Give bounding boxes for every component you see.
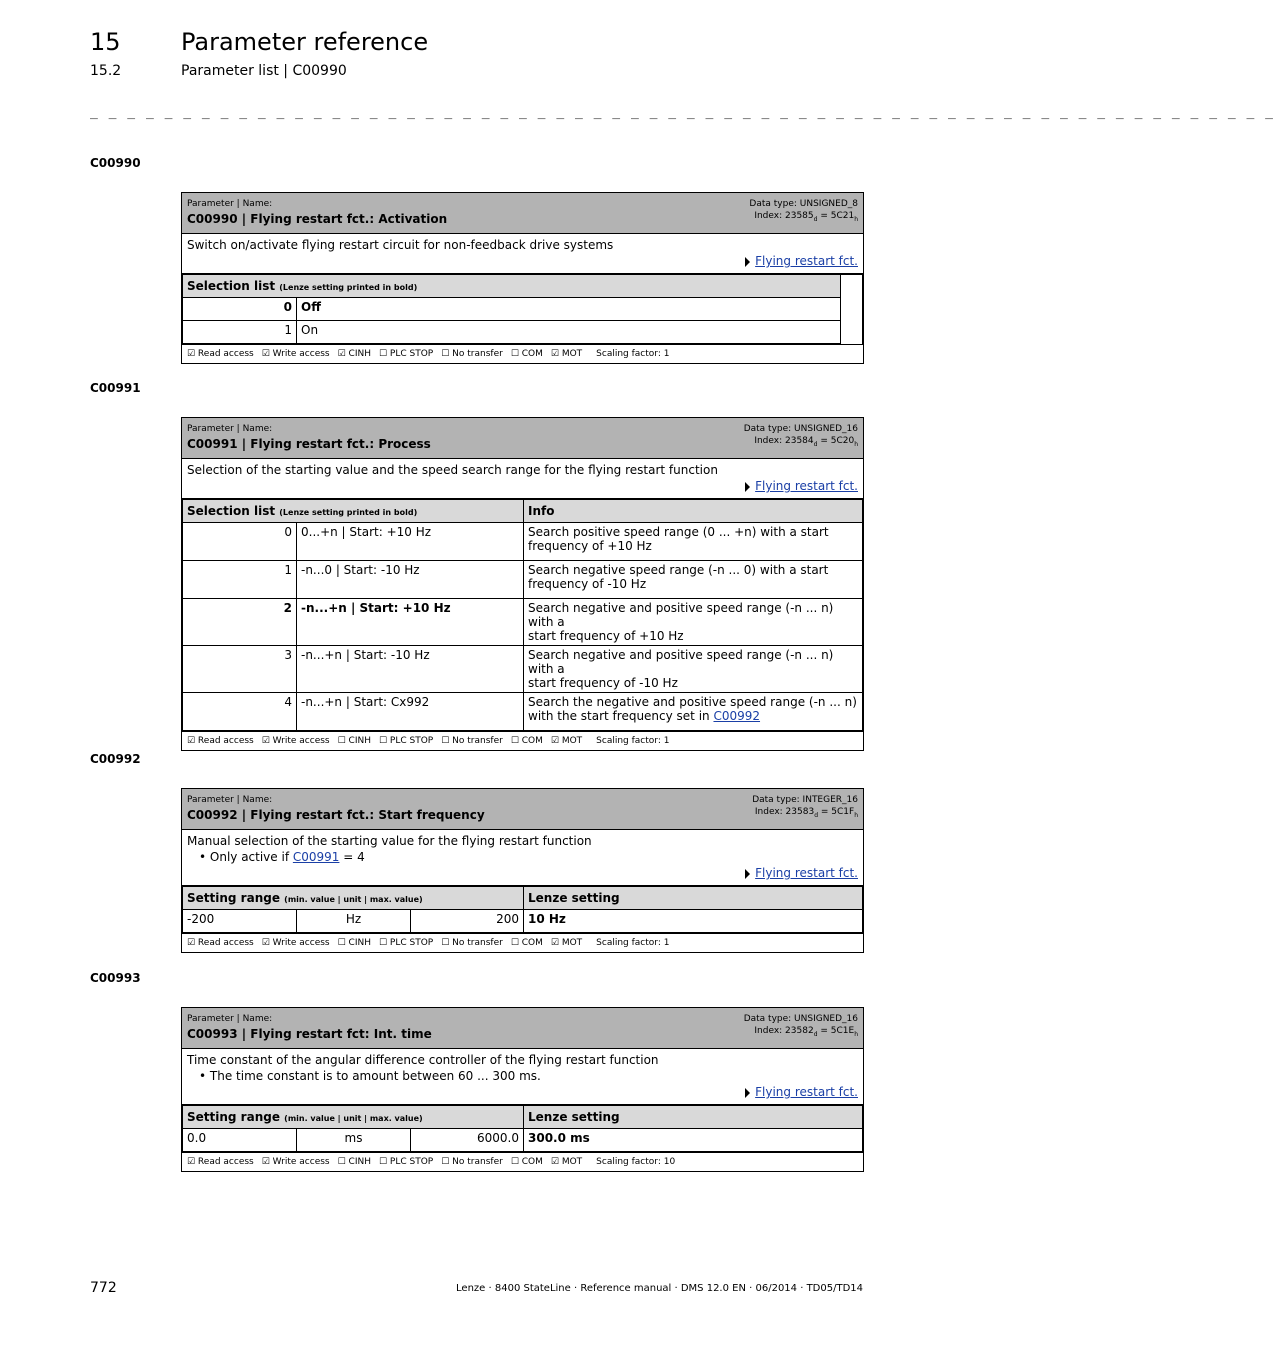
param-heading-c00992: C00992 xyxy=(90,752,141,766)
lenze-setting-header: Lenze setting xyxy=(524,1106,863,1129)
dashed-divider: _ _ _ _ _ _ _ _ _ _ _ _ _ _ _ _ _ _ _ _ _ _ _ _ _ _ _ _ _ _ _ _ _ _ _ _ _ _ _ _ _ _ _ _ _ _ _ _ _ _ _ _ _ _ _ _ _ _ _ _ _ _ _ _ xyxy=(90,105,1275,120)
arrow-right-icon xyxy=(745,257,750,267)
selection-table xyxy=(182,499,863,731)
lenze-setting-value: 10 Hz xyxy=(524,910,863,933)
lenze-setting-header: Lenze setting xyxy=(524,887,863,910)
param-name: C00992 | Flying restart fct.: Start frequency xyxy=(187,808,485,822)
option-number: 4 xyxy=(183,693,297,731)
option-info: Search the negative and positive speed range (-n ... n) with the start frequency set in C00992 xyxy=(524,693,863,731)
access-footer: ☑ Read access ☑ Write access ☐ CINH ☐ PLC STOP ☐ No transfer ☐ COM ☑ MOT Scaling factor: 10 xyxy=(182,1152,863,1171)
c00992-link[interactable]: C00992 xyxy=(713,709,761,723)
option-label: On xyxy=(297,321,841,344)
option-info: Search negative speed range (-n ... 0) with a start frequency of -10 Hz xyxy=(524,561,863,599)
option-label: -n...+n | Start: Cx992 xyxy=(297,693,524,731)
unit: Hz xyxy=(297,910,411,933)
param-index: Index: $23584_d = 5C20_h$ xyxy=(754,436,858,448)
flying-restart-link[interactable]: Flying restart fct. xyxy=(755,254,858,268)
param-name: C00991 | Flying restart fct.: Process xyxy=(187,437,431,451)
option-number: 1 xyxy=(183,561,297,599)
access-footer: ☑ Read access ☑ Write access ☑ CINH ☐ PLC STOP ☐ No transfer ☐ COM ☑ MOT Scaling factor: 1 xyxy=(182,344,863,363)
setting-range-header: Setting range (min. value | unit | max. value) xyxy=(183,887,524,910)
max-value: 6000.0 xyxy=(411,1129,524,1152)
option-info: Search negative and positive speed range (-n ... n) with a start frequency of -10 Hz xyxy=(524,646,863,693)
selection-list-header: Selection list (Lenze setting printed in bold) xyxy=(183,275,841,298)
param-table-c00993 xyxy=(181,1007,864,1172)
description-text: Switch on/activate flying restart circuit for non-feedback drive systems xyxy=(187,238,614,252)
param-description xyxy=(182,234,863,274)
flying-restart-link[interactable]: Flying restart fct. xyxy=(755,866,858,880)
option-number: 2 xyxy=(183,599,297,646)
selection-table xyxy=(182,274,863,344)
param-description xyxy=(182,1049,863,1105)
chapter-title: Parameter reference xyxy=(181,28,429,56)
param-table-c00991 xyxy=(181,417,864,751)
c00991-link[interactable]: C00991 xyxy=(292,850,340,864)
description-text: Selection of the starting value and the speed search range for the flying restart function xyxy=(187,463,718,477)
option-label: 0...+n | Start: +10 Hz xyxy=(297,523,524,561)
flying-restart-link[interactable]: Flying restart fct. xyxy=(755,1085,858,1099)
param-heading-c00990: C00990 xyxy=(90,156,141,170)
option-label: -n...0 | Start: -10 Hz xyxy=(297,561,524,599)
chapter-number: 15 xyxy=(90,28,121,56)
document-footer: Lenze · 8400 StateLine · Reference manual · DMS 12.0 EN · 06/2014 · TD05/TD14 xyxy=(456,1283,863,1294)
param-header xyxy=(182,418,863,459)
data-type: Data type: INTEGER_16 xyxy=(752,795,858,805)
param-index: Index: $23585_d = 5C21_h$ xyxy=(754,211,858,223)
param-heading-c00993: C00993 xyxy=(90,971,141,985)
data-type: Data type: UNSIGNED_8 xyxy=(749,199,858,209)
param-name-label: Parameter | Name: xyxy=(187,424,273,434)
param-header xyxy=(182,193,863,234)
setting-range-table xyxy=(182,1105,863,1152)
setting-range-header: Setting range (min. value | unit | max. value) xyxy=(183,1106,524,1129)
param-name: C00993 | Flying restart fct: Int. time xyxy=(187,1027,432,1041)
section-number: 15.2 xyxy=(90,63,122,79)
option-number: 1 xyxy=(183,321,297,344)
option-label: -n...+n | Start: -10 Hz xyxy=(297,646,524,693)
option-label: -n...+n | Start: +10 Hz xyxy=(297,599,524,646)
option-info: Search negative and positive speed range (-n ... n) with a start frequency of +10 Hz xyxy=(524,599,863,646)
param-table-c00990 xyxy=(181,192,864,364)
param-header xyxy=(182,1008,863,1049)
min-value: -200 xyxy=(183,910,297,933)
param-index: Index: $23583_d = 5C1F_h$ xyxy=(754,807,858,819)
param-table-c00992 xyxy=(181,788,864,953)
param-heading-c00991: C00991 xyxy=(90,381,141,395)
lenze-setting-value: 300.0 ms xyxy=(524,1129,863,1152)
arrow-right-icon xyxy=(745,482,750,492)
flying-restart-link[interactable]: Flying restart fct. xyxy=(755,479,858,493)
param-name-label: Parameter | Name: xyxy=(187,1014,273,1024)
param-index: Index: $23582_d = 5C1E_h$ xyxy=(754,1026,858,1038)
setting-range-table xyxy=(182,886,863,933)
section-title: Parameter list | C00990 xyxy=(181,63,347,79)
param-description xyxy=(182,830,863,886)
max-value: 200 xyxy=(411,910,524,933)
data-type: Data type: UNSIGNED_16 xyxy=(743,424,858,434)
option-number: 0 xyxy=(183,298,297,321)
access-footer: ☑ Read access ☑ Write access ☐ CINH ☐ PLC STOP ☐ No transfer ☐ COM ☑ MOT Scaling factor: 1 xyxy=(182,933,863,952)
page-number: 772 xyxy=(90,1280,117,1296)
min-value: 0.0 xyxy=(183,1129,297,1152)
arrow-right-icon xyxy=(745,1088,750,1098)
param-description xyxy=(182,459,863,499)
option-number: 3 xyxy=(183,646,297,693)
selection-list-header: Selection list (Lenze setting printed in bold) xyxy=(183,500,524,523)
param-header xyxy=(182,789,863,830)
description-text: Manual selection of the starting value for the flying restart function xyxy=(187,834,592,848)
option-info: Search positive speed range (0 ... +n) with a start frequency of +10 Hz xyxy=(524,523,863,561)
option-number: 0 xyxy=(183,523,297,561)
param-name: C00990 | Flying restart fct.: Activation xyxy=(187,212,448,226)
param-name-label: Parameter | Name: xyxy=(187,199,273,209)
param-name-label: Parameter | Name: xyxy=(187,795,273,805)
condition-bullet: • The time constant is to amount between 60 ... 300 ms. xyxy=(199,1069,541,1083)
description-text: Time constant of the angular difference controller of the flying restart function xyxy=(187,1053,659,1067)
arrow-right-icon xyxy=(745,869,750,879)
condition-bullet: • Only active if C00991 = 4 xyxy=(199,850,365,864)
access-footer: ☑ Read access ☑ Write access ☐ CINH ☐ PLC STOP ☐ No transfer ☐ COM ☑ MOT Scaling factor: 1 xyxy=(182,731,863,750)
info-header: Info xyxy=(524,500,863,523)
option-label: Off xyxy=(297,298,841,321)
data-type: Data type: UNSIGNED_16 xyxy=(743,1014,858,1024)
unit: ms xyxy=(297,1129,411,1152)
